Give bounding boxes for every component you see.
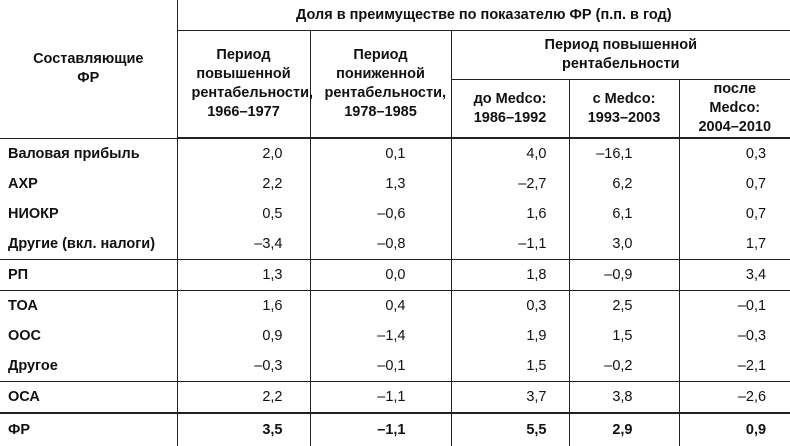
cell: –1,4 [310,321,451,351]
cell: 2,2 [177,169,310,199]
cell: –0,3 [177,351,310,382]
cell: –0,6 [310,199,451,229]
col-header-1966-1977: Период повышенной рентабельности, 1966–1977 [177,31,310,139]
cell: –16,1 [569,138,679,169]
row-label: Другое [8,358,58,374]
cell: 1,7 [679,229,790,260]
cell: 3,5 [177,413,310,446]
table-row [0,291,790,322]
cell: 3,0 [569,229,679,260]
table-row-total [0,413,790,446]
row-label: ТОА [0,291,177,322]
cell: –2,7 [451,169,569,199]
row-label: АХР [8,176,38,192]
table-row [0,229,790,260]
cell: 1,3 [177,260,310,291]
table-row [0,169,790,199]
col-header-pre-medco: до Medco: 1986–1992 [451,80,569,139]
cell: –0,1 [310,351,451,382]
cell: 0,9 [679,413,790,446]
cell: 1,9 [451,321,569,351]
cell: 4,0 [451,138,569,169]
cell: –2,6 [679,382,790,414]
cell: 2,5 [569,291,679,322]
cell: 0,1 [310,138,451,169]
cell: –0,8 [310,229,451,260]
cell: –3,4 [177,229,310,260]
row-label: НИОКР [8,206,59,222]
cell: –0,3 [679,321,790,351]
cell: 3,8 [569,382,679,414]
cell: 3,4 [679,260,790,291]
row-label: ООС [8,328,42,344]
row-header-label: Составляющие ФР [0,0,177,138]
table-row [0,260,790,291]
cell: 1,3 [310,169,451,199]
cell: 1,8 [451,260,569,291]
cell: 0,5 [177,199,310,229]
row-label: ОСА [0,382,177,414]
row-label: Валовая прибыль [8,145,140,162]
cell: 1,5 [451,351,569,382]
cell: –2,1 [679,351,790,382]
table-row [0,199,790,229]
row-label: Другие (вкл. налоги) [8,236,156,252]
cell: 6,1 [569,199,679,229]
cell: –1,1 [451,229,569,260]
table-row [0,382,790,414]
row-label: РП [0,260,177,291]
col-header-1978-1985: Период пониженной рентабельности, 1978–1985 [310,31,451,139]
table-row [0,321,790,351]
cell: 0,7 [679,199,790,229]
cell: 3,7 [451,382,569,414]
cell: 5,5 [451,413,569,446]
cell: 2,0 [177,138,310,169]
group-header: Доля в преимуществе по показателю ФР (п.п. в год) [177,0,790,31]
cell: 0,0 [310,260,451,291]
cell: 0,4 [310,291,451,322]
table-row [0,351,790,382]
col-group-header-high-profit: Период повышенной рентабельности [451,31,790,80]
cell: 2,9 [569,413,679,446]
cell: 0,3 [679,138,790,169]
col-header-with-medco: с Medco: 1993–2003 [569,80,679,139]
cell: –0,2 [569,351,679,382]
row-label: ФР [0,413,177,446]
cell: –1,1 [310,413,451,446]
cell: –0,9 [569,260,679,291]
cell: 0,3 [451,291,569,322]
cell: 1,6 [451,199,569,229]
cell: 1,6 [177,291,310,322]
cell: 6,2 [569,169,679,199]
cell: –1,1 [310,382,451,414]
cell: 2,2 [177,382,310,414]
cell: –0,1 [679,291,790,322]
table-row [0,138,790,169]
cell: 0,9 [177,321,310,351]
col-header-post-medco: после Medco: 2004–2010 [679,80,790,139]
cell: 1,5 [569,321,679,351]
cell: 0,7 [679,169,790,199]
